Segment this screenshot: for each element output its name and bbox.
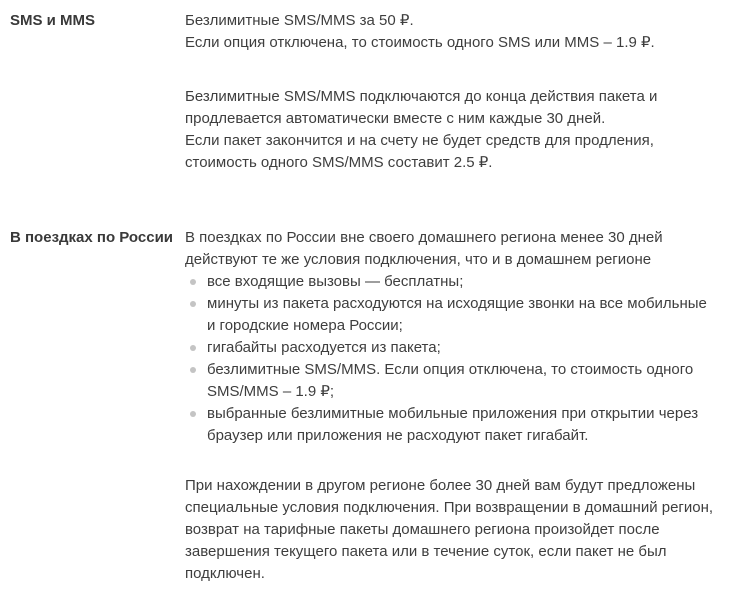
list-item-text: выбранные безлимитные мобильные приложения при открытии через браузер или приложения не расходуют пакет гигабайт. (207, 405, 699, 444)
paragraph-sms-renewal (185, 86, 720, 174)
section-title: SMS и MMS (10, 12, 96, 29)
list-item (185, 337, 720, 359)
section-content (185, 227, 720, 585)
paragraph-sms-price (185, 10, 720, 54)
list-item (185, 293, 720, 337)
list-item (185, 403, 720, 447)
list-item (185, 359, 720, 403)
text-line: Если опция отключена, то стоимость одного SMS или MMS – 1.9 ₽. (185, 34, 655, 51)
text-line: Безлимитные SMS/MMS за 50 ₽. (185, 12, 414, 29)
bullet-list (185, 271, 720, 447)
bullet-icon (190, 345, 196, 351)
bullet-icon (190, 279, 196, 285)
text-line: Если пакет закончится и на счету не будет средств для продления, стоимость одного SMS/MMS составит 2.5 ₽. (185, 132, 654, 171)
list-item (185, 271, 720, 293)
section-title: В поездках по России (10, 229, 174, 246)
text-line: Безлимитные SMS/MMS подключаются до конца действия пакета и продлевается автоматически вместе с ним каждые 30 дней. (185, 88, 658, 127)
bullet-icon (190, 367, 196, 373)
text-line: При нахождении в другом регионе более 30 дней вам будут предложены специальные условия подключения. При возвращении в домашний регион, возврат на тарифные пакеты домашнего региона произойдет после завершения текущего пакета или в течение суток, если пакет не был подключен. (185, 477, 714, 582)
paragraph-travel-intro (185, 227, 720, 271)
section-travel-russia (10, 227, 727, 585)
bullet-icon (190, 301, 196, 307)
list-item-text: минуты из пакета расходуются на исходящие звонки на все мобильные и городские номера России; (207, 295, 707, 334)
paragraph-travel-long-stay (185, 475, 720, 585)
section-content (185, 10, 720, 174)
list-item-text: безлимитные SMS/MMS. Если опция отключена, то стоимость одного SMS/MMS – 1.9 ₽; (207, 361, 694, 400)
section-sms-mms (10, 10, 727, 174)
bullet-icon (190, 411, 196, 417)
text-line: В поездках по России вне своего домашнего региона менее 30 дней действуют те же условия подключения, что и в домашнем регионе (185, 229, 663, 268)
list-item-text: все входящие вызовы — бесплатны; (207, 273, 464, 290)
list-item-text: гигабайты расходуется из пакета; (207, 339, 441, 356)
